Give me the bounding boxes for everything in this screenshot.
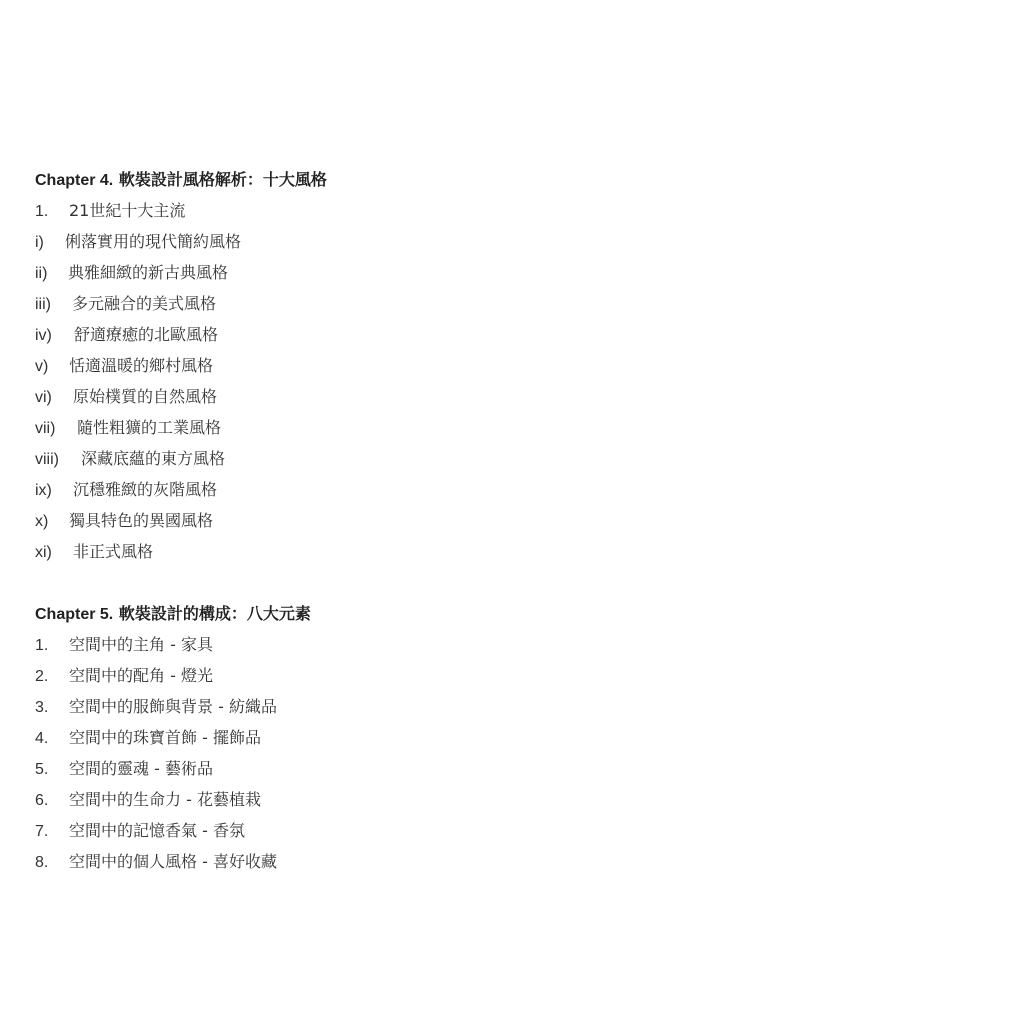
list-marker: 1. <box>35 203 49 220</box>
list-item <box>35 387 217 407</box>
list-item <box>35 294 216 314</box>
list-item-text: 舒適療癒的北歐風格 <box>74 325 219 344</box>
chapter-5-heading <box>35 604 311 625</box>
list-marker: xi) <box>35 544 52 561</box>
list-marker: 2. <box>35 668 49 685</box>
list-marker: 4. <box>35 730 49 747</box>
list-item <box>35 790 261 810</box>
list-item <box>35 635 213 655</box>
list-item <box>35 449 225 469</box>
list-item-text: 空間中的記憶香氣 - 香氛 <box>69 821 245 840</box>
list-item <box>35 666 213 686</box>
list-marker: viii) <box>35 451 59 468</box>
list-item-text: 獨具特色的異國風格 <box>69 511 214 530</box>
list-item <box>35 697 277 717</box>
list-item <box>35 852 277 872</box>
list-marker: 8. <box>35 854 49 871</box>
list-marker: iv) <box>35 327 52 344</box>
chapter-4-heading <box>35 170 327 191</box>
list-item <box>35 356 213 376</box>
list-item-text: 空間中的配角 - 燈光 <box>69 666 213 685</box>
list-marker: vii) <box>35 420 56 437</box>
list-marker: 6. <box>35 792 49 809</box>
list-marker: ix) <box>35 482 52 499</box>
list-item-text: 空間的靈魂 - 藝術品 <box>69 759 213 778</box>
chapter-5-label: Chapter 5. <box>35 606 114 623</box>
list-item-text: 多元融合的美式風格 <box>72 294 217 313</box>
chapter-5-title: 軟裝設計的構成：八大元素 <box>118 604 311 623</box>
list-marker: 5. <box>35 761 49 778</box>
list-marker: x) <box>35 513 49 530</box>
list-item-text: 空間中的主角 - 家具 <box>69 635 213 654</box>
list-item <box>35 511 213 531</box>
list-item-text: 俐落實用的現代簡約風格 <box>65 232 242 251</box>
chapter-4-title: 軟裝設計風格解析：十大風格 <box>118 170 327 189</box>
list-marker: v) <box>35 358 49 375</box>
list-marker: 1. <box>35 637 49 654</box>
list-item <box>35 232 241 252</box>
list-item <box>35 821 245 841</box>
list-item <box>35 759 213 779</box>
list-item-text: 典雅細緻的新古典風格 <box>68 263 229 282</box>
list-item-text: 沉穩雅緻的灰階風格 <box>73 480 218 499</box>
list-item-text: 21世紀十大主流 <box>69 201 186 220</box>
list-item <box>35 201 185 221</box>
list-marker: 7. <box>35 823 49 840</box>
list-item-text: 深藏底蘊的東方風格 <box>81 449 226 468</box>
list-item <box>35 418 221 438</box>
list-item-text: 非正式風格 <box>73 542 154 561</box>
list-marker: iii) <box>35 296 51 313</box>
list-marker: 3. <box>35 699 49 716</box>
list-item <box>35 542 153 562</box>
list-item-text: 空間中的個人風格 - 喜好收藏 <box>69 852 277 871</box>
list-item-text: 原始樸質的自然風格 <box>73 387 218 406</box>
list-item <box>35 728 261 748</box>
list-marker: ii) <box>35 265 48 282</box>
chapter-4-label: Chapter 4. <box>35 172 114 189</box>
list-item <box>35 325 218 345</box>
list-item <box>35 480 217 500</box>
list-item-text: 恬適溫暖的鄉村風格 <box>69 356 214 375</box>
list-item-text: 空間中的生命力 - 花藝植栽 <box>69 790 261 809</box>
list-item-text: 空間中的珠寶首飾 - 擺飾品 <box>69 728 261 747</box>
list-item <box>35 263 228 283</box>
list-marker: vi) <box>35 389 52 406</box>
list-item-text: 隨性粗獷的工業風格 <box>77 418 222 437</box>
list-item-text: 空間中的服飾與背景 - 紡織品 <box>69 697 277 716</box>
list-marker: i) <box>35 234 44 251</box>
